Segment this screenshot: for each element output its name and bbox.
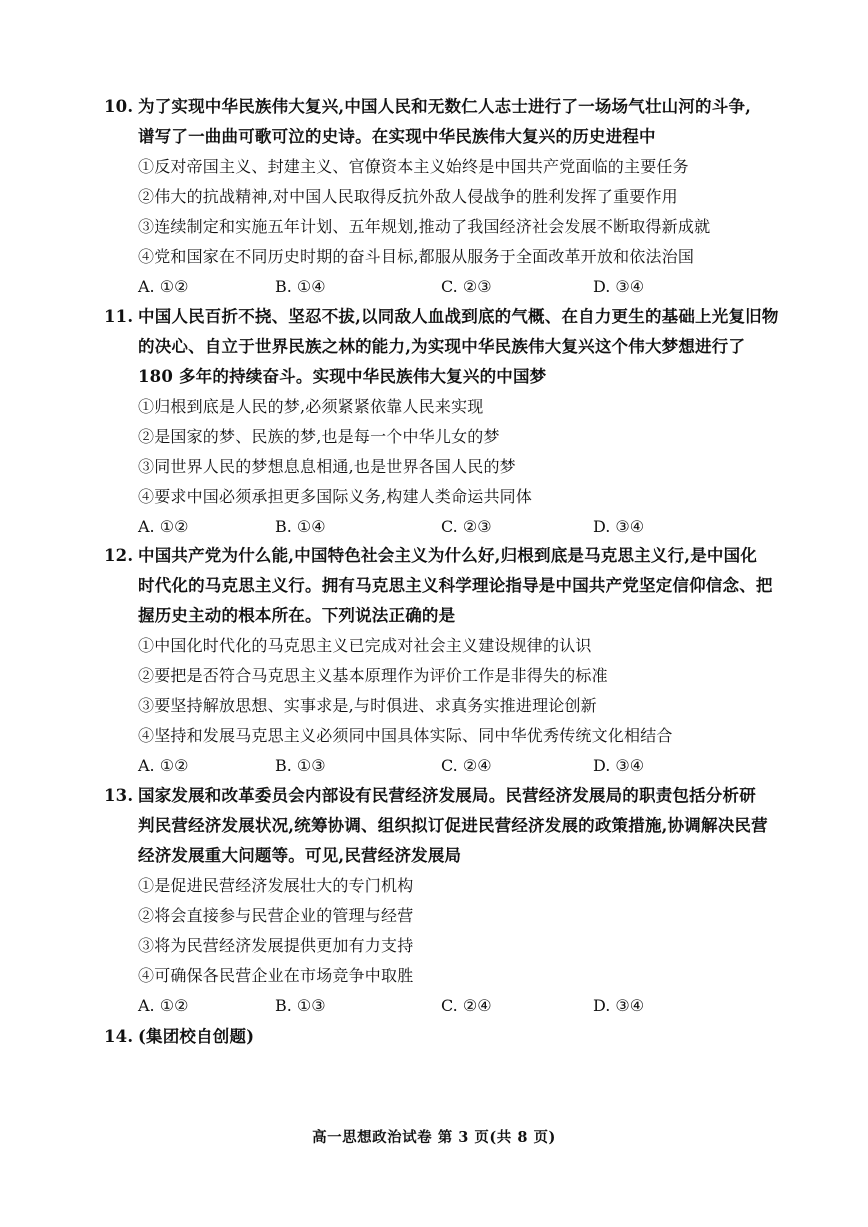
question-stem-line (104, 541, 784, 571)
question-stem-text: 为了实现中华民族伟大复兴,中国人民和无数仁人志士进行了一场场气壮山河的斗争, (138, 97, 752, 116)
question-stem-line (104, 1022, 784, 1052)
option-c[interactable]: C. ②④ (441, 996, 492, 1015)
question-11 (104, 302, 784, 542)
statement-item: ②要把是否符合马克思主义基本原理作为评价工作是非得失的标准 (138, 666, 608, 685)
question-stem-line (104, 781, 784, 811)
option-c[interactable]: C. ②③ (441, 517, 492, 536)
question-number: 13. (104, 786, 134, 805)
question-stem-line (104, 92, 784, 122)
statement-item: ④坚持和发展马克思主义必须同中国具体实际、同中华优秀传统文化相结合 (138, 726, 673, 745)
question-stem-line: 握历史主动的根本所在。下列说法正确的是 (138, 606, 456, 625)
option-c[interactable]: C. ②④ (441, 756, 492, 775)
statement-item: ④要求中国必须承担更多国际义务,构建人类命运共同体 (138, 487, 533, 506)
question-stem-line: 180 多年的持续奋斗。实现中华民族伟大复兴的中国梦 (138, 367, 547, 386)
question-stem-line: 时代化的马克思主义行。拥有马克思主义科学理论指导是中国共产党坚定信仰信念、把 (138, 576, 773, 595)
question-number: 12. (104, 546, 134, 565)
option-b[interactable]: B. ①③ (275, 996, 326, 1015)
statement-item: ①归根到底是人民的梦,必须紧紧依靠人民来实现 (138, 397, 484, 416)
question-stem-line: 经济发展重大问题等。可见,民营经济发展局 (138, 846, 462, 865)
statement-item: ③要坚持解放思想、实事求是,与时俱进、求真务实推进理论创新 (138, 696, 597, 715)
statement-item: ③将为民营经济发展提供更加有力支持 (138, 936, 414, 955)
option-a[interactable]: A. ①② (138, 996, 189, 1015)
question-stem-text: 国家发展和改革委员会内部设有民营经济发展局。民营经济发展局的职责包括分析研 (138, 786, 756, 805)
question-14 (104, 1022, 784, 1052)
option-b[interactable]: B. ①④ (275, 517, 326, 536)
answer-options (104, 272, 784, 302)
question-stem-line: 谱写了一曲曲可歌可泣的史诗。在实现中华民族伟大复兴的历史进程中 (138, 127, 656, 146)
statement-item: ①是促进民营经济发展壮大的专门机构 (138, 876, 414, 895)
option-d[interactable]: D. ③④ (593, 517, 645, 536)
statement-item: ③连续制定和实施五年计划、五年规划,推动了我国经济社会发展不断取得新成就 (138, 217, 711, 236)
statement-item: ②伟大的抗战精神,对中国人民取得反抗外敌人侵战争的胜利发挥了重要作用 (138, 187, 678, 206)
page-footer: 高一思想政治试卷 第 3 页(共 8 页) (312, 1129, 556, 1146)
question-stem-text: (集团校自创题) (138, 1027, 255, 1046)
answer-options (104, 512, 784, 542)
option-d[interactable]: D. ③④ (593, 756, 645, 775)
option-d[interactable]: D. ③④ (593, 277, 645, 296)
option-a[interactable]: A. ①② (138, 756, 189, 775)
statement-item: ②是国家的梦、民族的梦,也是每一个中华儿女的梦 (138, 427, 500, 446)
question-number: 10. (104, 97, 134, 116)
question-stem-text: 中国共产党为什么能,中国特色社会主义为什么好,归根到底是马克思主义行,是中国化 (138, 546, 758, 565)
statement-item: ④可确保各民营企业在市场竞争中取胜 (138, 966, 414, 985)
question-13 (104, 781, 784, 1021)
answer-options (104, 751, 784, 781)
option-b[interactable]: B. ①④ (275, 277, 326, 296)
option-a[interactable]: A. ①② (138, 517, 189, 536)
question-number: 14. (104, 1027, 134, 1046)
statement-item: ④党和国家在不同历史时期的奋斗目标,都服从服务于全面改革开放和依法治国 (138, 247, 695, 266)
question-number: 11. (104, 307, 134, 326)
question-stem-line (104, 302, 784, 332)
answer-options (104, 991, 784, 1021)
statement-item: ③同世界人民的梦想息息相通,也是世界各国人民的梦 (138, 457, 516, 476)
option-a[interactable]: A. ①② (138, 277, 189, 296)
option-d[interactable]: D. ③④ (593, 996, 645, 1015)
question-stem-line: 判民营经济发展状况,统筹协调、组织拟订促进民营经济发展的政策措施,协调解决民营 (138, 816, 768, 835)
statement-item: ①中国化时代化的马克思主义已完成对社会主义建设规律的认识 (138, 636, 592, 655)
question-12 (104, 541, 784, 781)
option-c[interactable]: C. ②③ (441, 277, 492, 296)
statement-item: ①反对帝国主义、封建主义、官僚资本主义始终是中国共产党面临的主要任务 (138, 157, 689, 176)
statement-item: ②将会直接参与民营企业的管理与经营 (138, 906, 414, 925)
option-b[interactable]: B. ①③ (275, 756, 326, 775)
question-10 (104, 92, 784, 302)
question-stem-text: 中国人民百折不挠、坚忍不拔,以同敌人血战到底的气概、在自力更生的基础上光复旧物 (138, 307, 779, 326)
question-stem-line: 的决心、自立于世界民族之林的能力,为实现中华民族伟大复兴这个伟大梦想进行了 (138, 337, 746, 356)
